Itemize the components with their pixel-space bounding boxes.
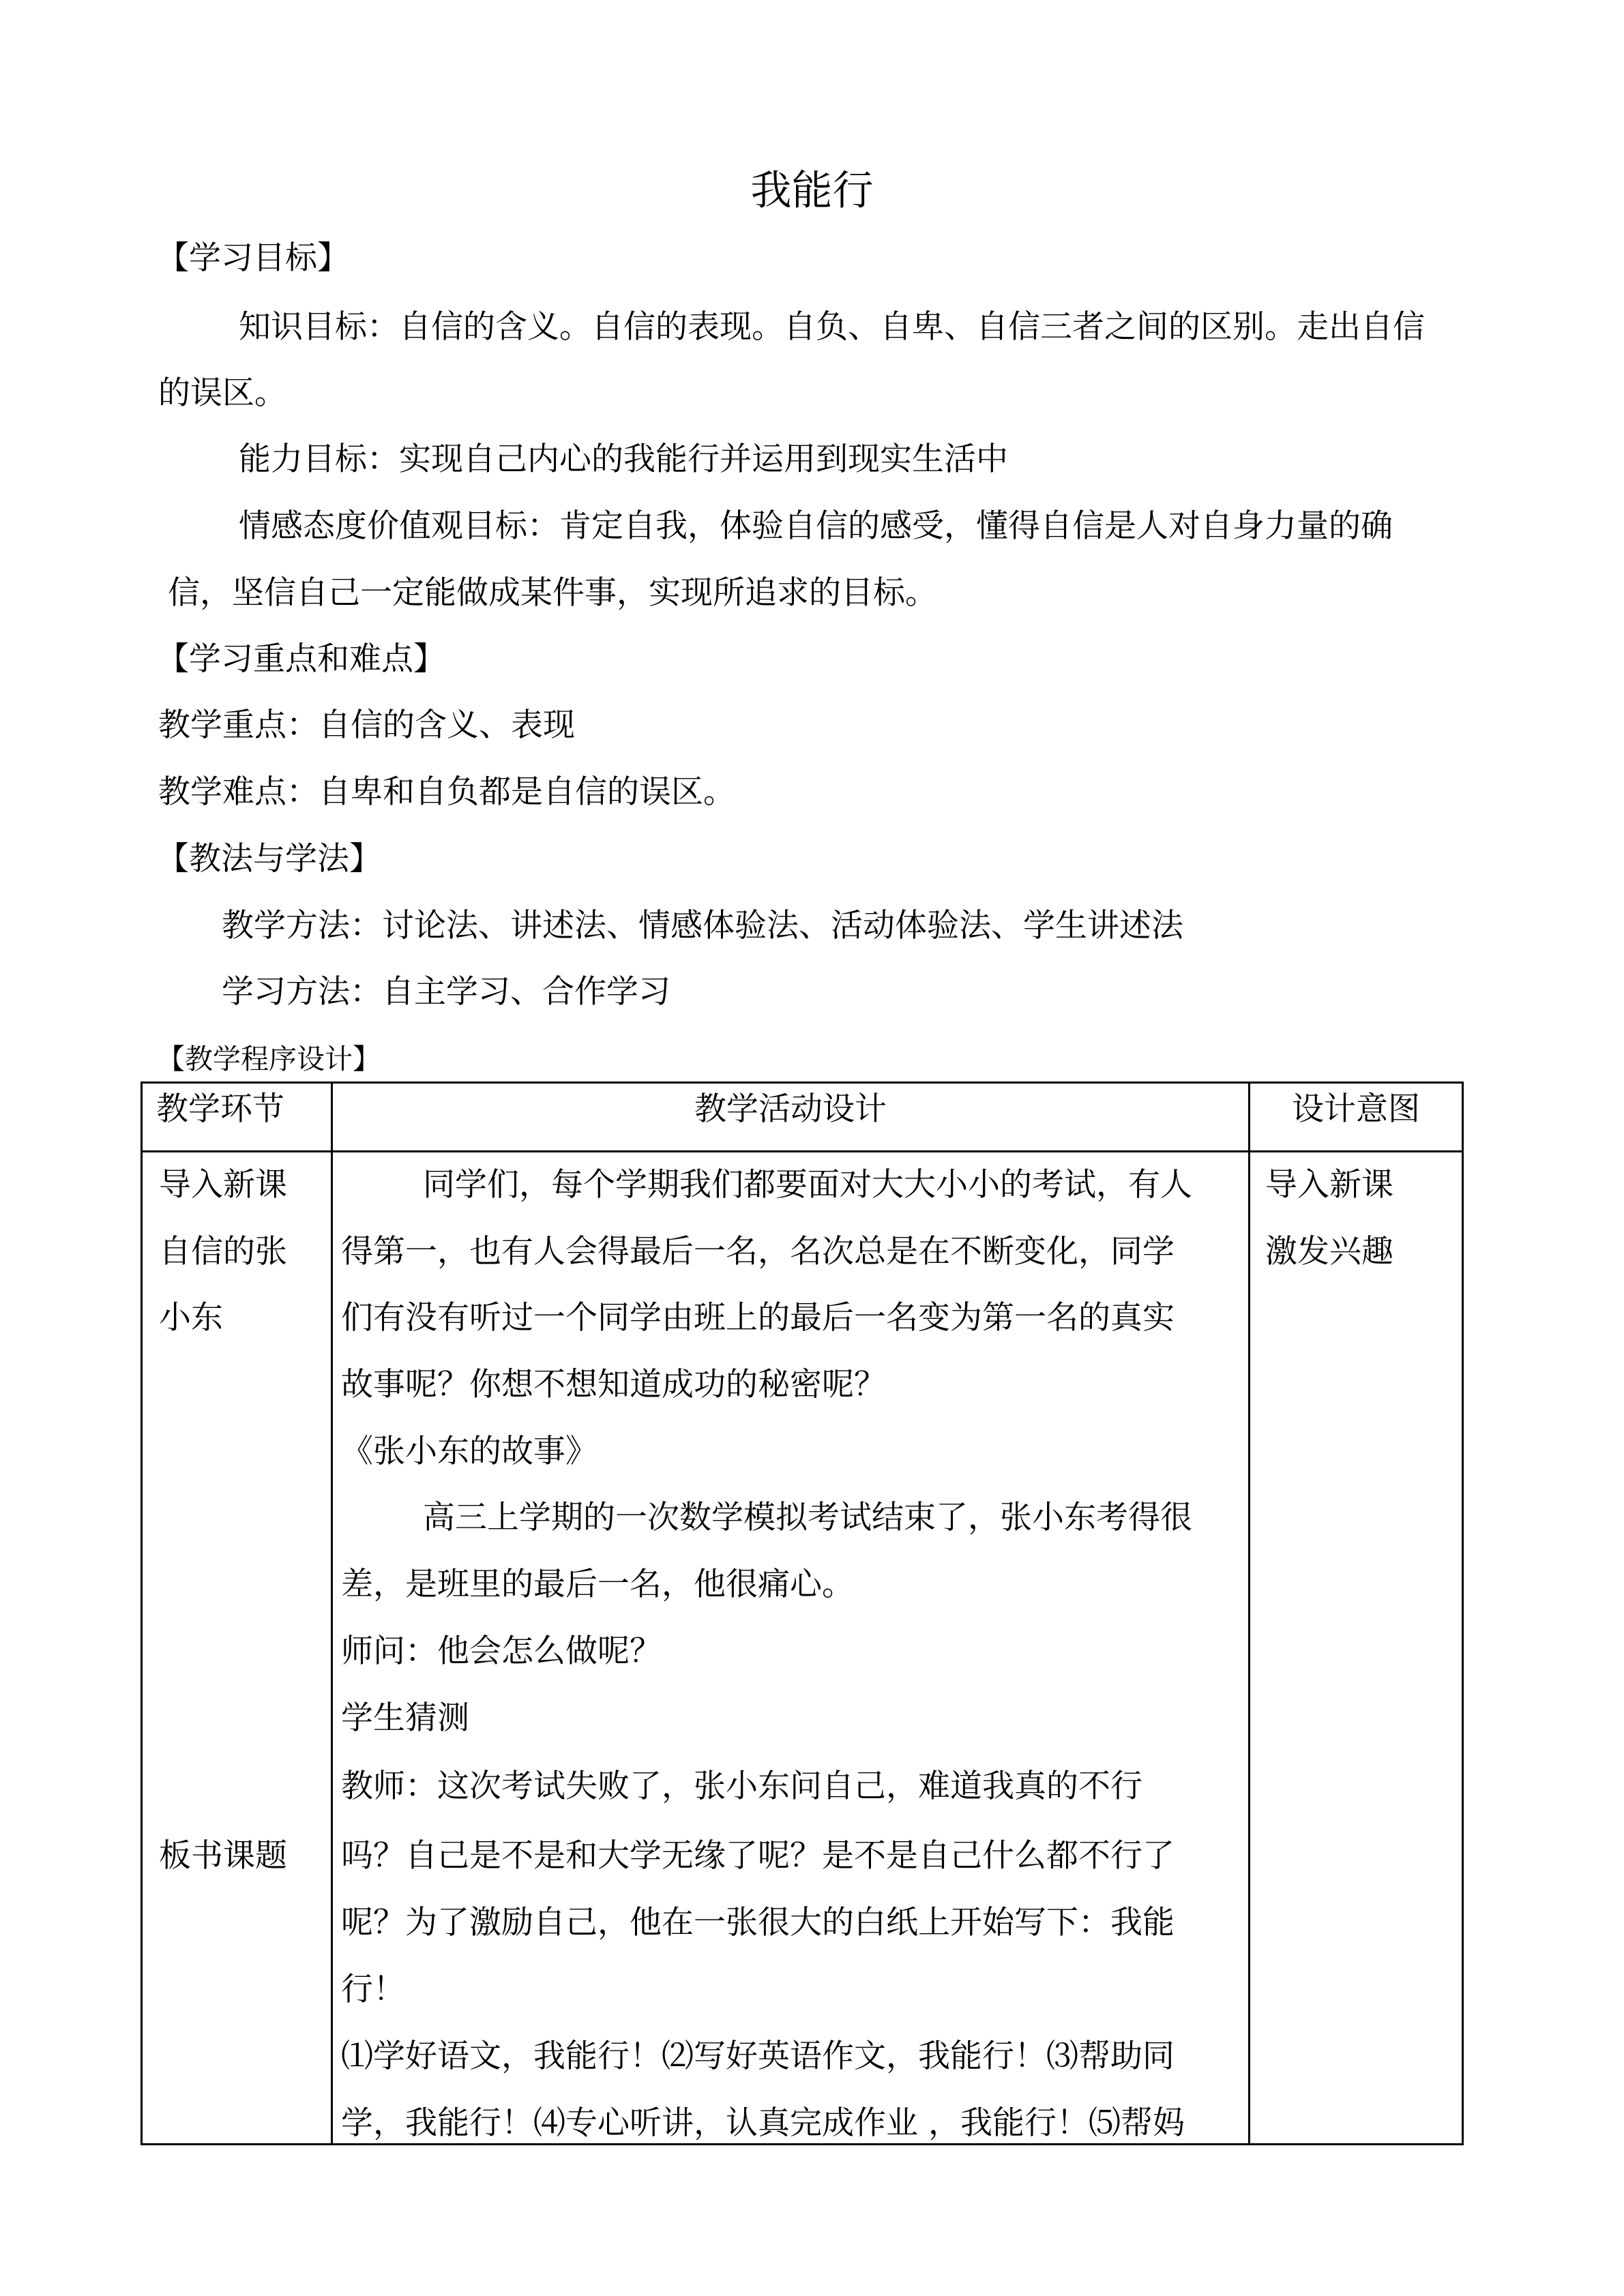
activity-line: 差，是班里的最后一名，他很痛心。: [341, 1566, 854, 1603]
intent-line: 导入新课: [1265, 1166, 1393, 1204]
activity-cell: [332, 1152, 1250, 2145]
knowledge-objective-line1: 知识目标：自信的含义。自信的表现。自负、自卑、自信三者之间的区别。走出自信: [239, 308, 1425, 346]
table-header-row: [142, 1083, 1463, 1152]
methods-heading: 【教法与学法】: [157, 840, 381, 878]
header-intent: 设计意图: [1250, 1083, 1463, 1152]
table-row: [142, 1152, 1463, 2145]
stage-line: 小东: [159, 1299, 223, 1337]
activity-line: 吗？自己是不是和大学无缘了呢？是不是自己什么都不行了: [341, 1837, 1175, 1875]
activity-line: 教师：这次考试失败了，张小东问自己，难道我真的不行: [341, 1768, 1142, 1805]
stage-cell: [142, 1152, 332, 2145]
intent-cell: [1250, 1152, 1463, 2145]
stage-line: 板书课题: [159, 1837, 287, 1875]
activity-line: 同学们，每个学期我们都要面对大大小小的考试，有人: [423, 1166, 1192, 1204]
program-heading: 【教学程序设计】: [157, 1043, 381, 1075]
learning-method: 学习方法：自主学习、合作学习: [222, 973, 670, 1011]
key-point: 教学重点：自信的含义、表现: [158, 706, 575, 744]
keypoints-heading: 【学习重点和难点】: [157, 640, 445, 678]
header-activity: 教学活动设计: [332, 1083, 1250, 1152]
activity-line: 学生猜测: [341, 1699, 469, 1737]
activity-line: 行！: [341, 1971, 405, 2008]
stage-line: 导入新课: [159, 1166, 287, 1204]
difficulty: 教学难点：自卑和自负都是自信的误区。: [158, 773, 735, 811]
intent-line: 激发兴趣: [1265, 1233, 1393, 1270]
activity-line: 学，我能行！⑷专心听讲，认真完成作业 ，我能行！⑸帮妈: [341, 2104, 1185, 2142]
teaching-method: 教学方法：讨论法、讲述法、情感体验法、活动体验法、学生讲述法: [222, 907, 1183, 944]
stage-line: 自信的张: [159, 1233, 287, 1270]
activity-line: 故事呢？你想不想知道成功的秘密呢？: [341, 1366, 886, 1403]
teaching-program-table: [141, 1082, 1464, 2145]
header-stage: 教学环节: [142, 1083, 332, 1152]
activity-line: ⑴学好语文，我能行！⑵写好英语作文，我能行！⑶帮助同: [341, 2038, 1175, 2075]
activity-line: 高三上学期的一次数学模拟考试结束了，张小东考得很: [423, 1499, 1192, 1536]
activity-line: 得第一，也有人会得最后一名，名次总是在不断变化，同学: [341, 1233, 1175, 1270]
activity-line: 们有没有听过一个同学由班上的最后一名变为第一名的真实: [341, 1299, 1175, 1337]
knowledge-objective-line2: 的误区。: [158, 374, 286, 412]
page-title: 我能行: [750, 167, 874, 215]
activity-line: 呢？为了激励自己，他在一张很大的白纸上开始写下：我能: [341, 1904, 1175, 1941]
objectives-heading: 【学习目标】: [157, 239, 349, 277]
emotion-objective-line1: 情感态度价值观目标：肯定自我，体验自信的感受，懂得自信是人对自身力量的确: [239, 507, 1393, 545]
emotion-objective-line2: 信，坚信自己一定能做成某件事，实现所追求的目标。: [168, 574, 937, 612]
activity-line: 《张小东的故事》: [341, 1433, 597, 1470]
activity-line: 师问：他会怎么做呢？: [341, 1632, 662, 1670]
ability-objective: 能力目标：实现自己内心的我能行并运用到现实生活中: [239, 441, 1008, 478]
